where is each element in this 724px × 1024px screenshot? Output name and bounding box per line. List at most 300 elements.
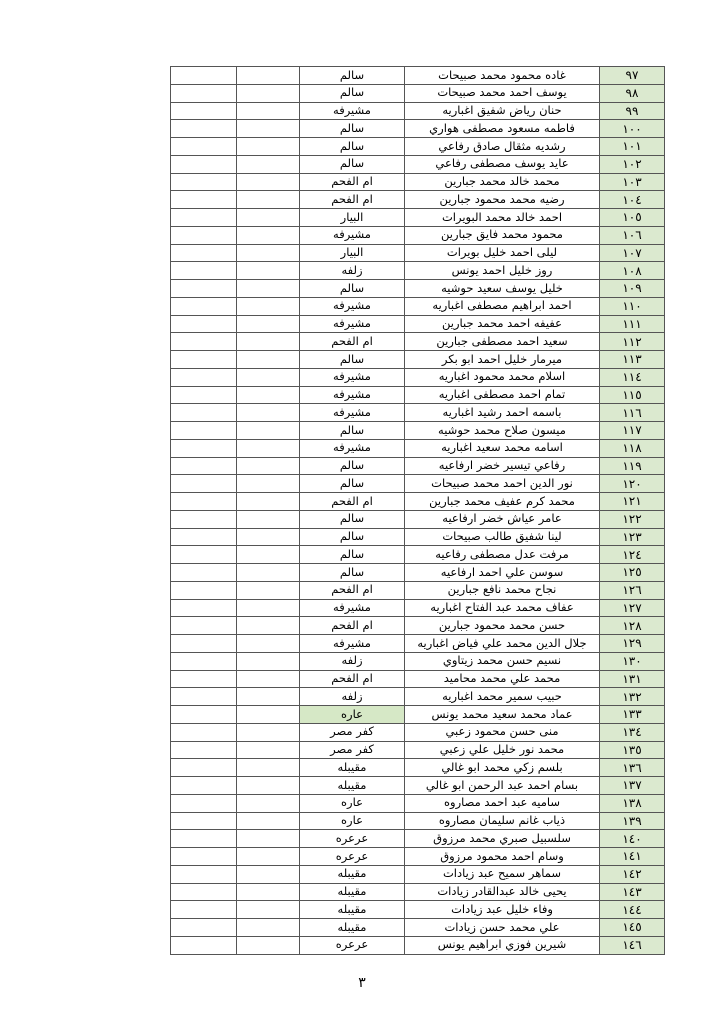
town-cell: سالم xyxy=(300,546,405,564)
number-cell: ١١٣ xyxy=(600,351,665,369)
town-cell: سالم xyxy=(300,67,405,85)
number-cell: ١٠١ xyxy=(600,138,665,156)
blank-cell xyxy=(237,617,300,635)
blank-cell xyxy=(171,209,237,227)
town-cell: زلفه xyxy=(300,688,405,706)
table-row xyxy=(171,883,665,901)
name-cell: حبيب سمير محمد اغباريه xyxy=(405,688,600,706)
town-cell: مشيرفه xyxy=(300,599,405,617)
table-row xyxy=(171,901,665,919)
town-cell: سالم xyxy=(300,422,405,440)
table-row xyxy=(171,386,665,404)
number-cell: ١٠٢ xyxy=(600,155,665,173)
blank-cell xyxy=(171,173,237,191)
name-cell: رشديه مثقال صادق رفاعي xyxy=(405,138,600,156)
table-row xyxy=(171,723,665,741)
table-row xyxy=(171,315,665,333)
name-cell: نجاح محمد نافع جبارين xyxy=(405,581,600,599)
blank-cell xyxy=(237,865,300,883)
blank-cell xyxy=(237,723,300,741)
blank-cell xyxy=(171,652,237,670)
blank-cell xyxy=(171,351,237,369)
blank-cell xyxy=(237,280,300,298)
blank-cell xyxy=(237,510,300,528)
name-cell: محمود محمد فايق جبارين xyxy=(405,226,600,244)
table-row xyxy=(171,84,665,102)
town-cell: زلفه xyxy=(300,262,405,280)
blank-cell xyxy=(171,120,237,138)
table-row xyxy=(171,173,665,191)
blank-cell xyxy=(237,794,300,812)
number-cell: ١٢٥ xyxy=(600,564,665,582)
blank-cell xyxy=(237,777,300,795)
table-row xyxy=(171,209,665,227)
blank-cell xyxy=(237,493,300,511)
number-cell: ١٣٥ xyxy=(600,741,665,759)
town-cell: ام الفحم xyxy=(300,581,405,599)
blank-cell xyxy=(171,84,237,102)
name-cell: احمد خالد محمد البويرات xyxy=(405,209,600,227)
blank-cell xyxy=(171,315,237,333)
number-cell: ١٠٠ xyxy=(600,120,665,138)
town-cell: عاره xyxy=(300,812,405,830)
number-cell: ١١٧ xyxy=(600,422,665,440)
number-cell: ٩٨ xyxy=(600,84,665,102)
name-cell: لينا شفيق طالب صبيحات xyxy=(405,528,600,546)
blank-cell xyxy=(171,635,237,653)
blank-cell xyxy=(171,493,237,511)
table-row xyxy=(171,280,665,298)
table-row xyxy=(171,670,665,688)
name-cell: ميرمار خليل احمد ابو بكر xyxy=(405,351,600,369)
name-cell: ذياب غانم سليمان مصاروه xyxy=(405,812,600,830)
number-cell: ١٣٦ xyxy=(600,759,665,777)
number-cell: ١٠٤ xyxy=(600,191,665,209)
blank-cell xyxy=(171,226,237,244)
town-cell: كفر مصر xyxy=(300,741,405,759)
town-cell: مقيبله xyxy=(300,919,405,937)
blank-cell xyxy=(237,759,300,777)
name-cell: محمد نور خليل علي زعبي xyxy=(405,741,600,759)
blank-cell xyxy=(171,155,237,173)
number-cell: ١٣٢ xyxy=(600,688,665,706)
table-row xyxy=(171,830,665,848)
town-cell: ام الفحم xyxy=(300,191,405,209)
name-cell: حسن محمد محمود جبارين xyxy=(405,617,600,635)
name-cell: سلسبيل صبري محمد مرزوق xyxy=(405,830,600,848)
blank-cell xyxy=(171,457,237,475)
table-row xyxy=(171,794,665,812)
blank-cell xyxy=(171,564,237,582)
table-row xyxy=(171,617,665,635)
table-row xyxy=(171,102,665,120)
blank-cell xyxy=(237,546,300,564)
table-row xyxy=(171,706,665,724)
town-cell: ام الفحم xyxy=(300,333,405,351)
table-row xyxy=(171,368,665,386)
table-row xyxy=(171,475,665,493)
town-cell: ام الفحم xyxy=(300,670,405,688)
town-cell: مقيبله xyxy=(300,759,405,777)
name-cell: عماد محمد سعيد محمد يونس xyxy=(405,706,600,724)
town-cell: عرعره xyxy=(300,936,405,954)
number-cell: ١٠٣ xyxy=(600,173,665,191)
blank-cell xyxy=(171,475,237,493)
name-cell: جلال الدين محمد علي فياض اغباريه xyxy=(405,635,600,653)
number-cell: ١١٦ xyxy=(600,404,665,422)
name-cell: روز خليل احمد يونس xyxy=(405,262,600,280)
blank-cell xyxy=(237,173,300,191)
town-cell: عرعره xyxy=(300,848,405,866)
table-row xyxy=(171,155,665,173)
name-cell: غاده محمود محمد صبيحات xyxy=(405,67,600,85)
town-cell: مشيرفه xyxy=(300,315,405,333)
blank-cell xyxy=(237,635,300,653)
town-cell: عرعره xyxy=(300,830,405,848)
blank-cell xyxy=(237,652,300,670)
table-row xyxy=(171,120,665,138)
blank-cell xyxy=(237,706,300,724)
town-cell: كفر مصر xyxy=(300,723,405,741)
blank-cell xyxy=(237,404,300,422)
town-cell: زلفه xyxy=(300,652,405,670)
blank-cell xyxy=(171,901,237,919)
town-cell: سالم xyxy=(300,120,405,138)
blank-cell xyxy=(237,528,300,546)
blank-cell xyxy=(237,848,300,866)
blank-cell xyxy=(171,244,237,262)
blank-cell xyxy=(237,315,300,333)
blank-cell xyxy=(237,688,300,706)
blank-cell xyxy=(171,333,237,351)
name-cell: عايد يوسف مصطفى رفاعي xyxy=(405,155,600,173)
name-cell: بسام احمد عبد الرحمن ابو غالي xyxy=(405,777,600,795)
table-row xyxy=(171,652,665,670)
blank-cell xyxy=(171,883,237,901)
town-cell: مقيبله xyxy=(300,883,405,901)
town-cell: سالم xyxy=(300,280,405,298)
blank-cell xyxy=(171,741,237,759)
number-cell: ١٤٢ xyxy=(600,865,665,883)
blank-cell xyxy=(237,120,300,138)
town-cell: مقيبله xyxy=(300,901,405,919)
table-row xyxy=(171,439,665,457)
name-cell: فاطمه مسعود مصطفى هواري xyxy=(405,120,600,138)
table-row xyxy=(171,528,665,546)
number-cell: ١٣٧ xyxy=(600,777,665,795)
blank-cell xyxy=(171,102,237,120)
number-cell: ١٢٢ xyxy=(600,510,665,528)
blank-cell xyxy=(171,688,237,706)
blank-cell xyxy=(237,564,300,582)
blank-cell xyxy=(171,936,237,954)
number-cell: ١٤٥ xyxy=(600,919,665,937)
blank-cell xyxy=(171,67,237,85)
town-cell: مشيرفه xyxy=(300,386,405,404)
blank-cell xyxy=(237,422,300,440)
number-cell: ١٢٩ xyxy=(600,635,665,653)
town-cell: مقيبله xyxy=(300,865,405,883)
blank-cell xyxy=(171,777,237,795)
blank-cell xyxy=(237,919,300,937)
table-row xyxy=(171,510,665,528)
name-cell: يحيى خالد عبدالقادر زيادات xyxy=(405,883,600,901)
blank-cell xyxy=(171,422,237,440)
name-cell: ليلى احمد خليل بويرات xyxy=(405,244,600,262)
town-cell: سالم xyxy=(300,457,405,475)
number-cell: ١٢٣ xyxy=(600,528,665,546)
blank-cell xyxy=(171,812,237,830)
table-row xyxy=(171,919,665,937)
blank-cell xyxy=(237,812,300,830)
blank-cell xyxy=(237,883,300,901)
table-row xyxy=(171,777,665,795)
name-cell: ميسون صلاح محمد حوشيه xyxy=(405,422,600,440)
names-table-body xyxy=(171,67,665,955)
blank-cell xyxy=(237,386,300,404)
name-cell: ساميه عبد احمد مصاروه xyxy=(405,794,600,812)
name-cell: تمام احمد مصطفى اغباريه xyxy=(405,386,600,404)
name-cell: سوسن علي احمد ارفاعيه xyxy=(405,564,600,582)
blank-cell xyxy=(171,617,237,635)
blank-cell xyxy=(171,830,237,848)
town-cell: سالم xyxy=(300,528,405,546)
blank-cell xyxy=(237,191,300,209)
blank-cell xyxy=(171,723,237,741)
town-cell: ام الفحم xyxy=(300,617,405,635)
blank-cell xyxy=(171,865,237,883)
table-row xyxy=(171,599,665,617)
table-row xyxy=(171,759,665,777)
table-row xyxy=(171,688,665,706)
table-row xyxy=(171,635,665,653)
table-row xyxy=(171,351,665,369)
name-cell: محمد كرم عفيف محمد جبارين xyxy=(405,493,600,511)
town-cell: عاره xyxy=(300,706,405,724)
number-cell: ١٢١ xyxy=(600,493,665,511)
blank-cell xyxy=(237,262,300,280)
blank-cell xyxy=(171,670,237,688)
name-cell: نور الدين احمد محمد صبيحات xyxy=(405,475,600,493)
blank-cell xyxy=(171,386,237,404)
number-cell: ١٠٥ xyxy=(600,209,665,227)
town-cell: ام الفحم xyxy=(300,493,405,511)
name-cell: بلسم زكي محمد ابو غالي xyxy=(405,759,600,777)
town-cell: مشيرفه xyxy=(300,635,405,653)
name-cell: عفيفه احمد محمد جبارين xyxy=(405,315,600,333)
number-cell: ٩٩ xyxy=(600,102,665,120)
table-row xyxy=(171,848,665,866)
blank-cell xyxy=(237,351,300,369)
blank-cell xyxy=(171,919,237,937)
name-cell: حنان رياض شفيق اغباريه xyxy=(405,102,600,120)
page-number: ٣ xyxy=(358,975,366,991)
name-cell: مرفت عدل مصطفى رفاعيه xyxy=(405,546,600,564)
number-cell: ١٣٣ xyxy=(600,706,665,724)
table-row xyxy=(171,812,665,830)
town-cell: البيار xyxy=(300,209,405,227)
number-cell: ١٢٧ xyxy=(600,599,665,617)
number-cell: ١١٥ xyxy=(600,386,665,404)
name-cell: عامر عياش خضر ارفاعيه xyxy=(405,510,600,528)
blank-cell xyxy=(171,297,237,315)
blank-cell xyxy=(237,599,300,617)
blank-cell xyxy=(171,706,237,724)
blank-cell xyxy=(237,581,300,599)
blank-cell xyxy=(171,368,237,386)
blank-cell xyxy=(237,244,300,262)
town-cell: مقيبله xyxy=(300,777,405,795)
blank-cell xyxy=(171,191,237,209)
blank-cell xyxy=(237,901,300,919)
table-row xyxy=(171,865,665,883)
table-row xyxy=(171,191,665,209)
number-cell: ١٠٧ xyxy=(600,244,665,262)
number-cell: ١١٩ xyxy=(600,457,665,475)
table-row xyxy=(171,244,665,262)
number-cell: ١٣٨ xyxy=(600,794,665,812)
blank-cell xyxy=(171,759,237,777)
blank-cell xyxy=(171,848,237,866)
blank-cell xyxy=(237,67,300,85)
name-cell: خليل يوسف سعيد حوشيه xyxy=(405,280,600,298)
town-cell: سالم xyxy=(300,138,405,156)
blank-cell xyxy=(237,209,300,227)
name-cell: باسمه احمد رشيد اغباريه xyxy=(405,404,600,422)
town-cell: مشيرفه xyxy=(300,297,405,315)
town-cell: مشيرفه xyxy=(300,368,405,386)
name-cell: اسامه محمد سعيد اغباريه xyxy=(405,439,600,457)
table-row xyxy=(171,67,665,85)
number-cell: ١٢٠ xyxy=(600,475,665,493)
name-cell: نسيم حسن محمد زيتاوي xyxy=(405,652,600,670)
blank-cell xyxy=(237,226,300,244)
town-cell: مشيرفه xyxy=(300,102,405,120)
table-row xyxy=(171,333,665,351)
number-cell: ١١٢ xyxy=(600,333,665,351)
number-cell: ١٣٩ xyxy=(600,812,665,830)
blank-cell xyxy=(237,138,300,156)
number-cell: ١١٨ xyxy=(600,439,665,457)
number-cell: ١٣٠ xyxy=(600,652,665,670)
name-cell: رضيه محمد محمود جبارين xyxy=(405,191,600,209)
town-cell: سالم xyxy=(300,351,405,369)
number-cell: ١٤٠ xyxy=(600,830,665,848)
name-cell: يوسف احمد محمد صبيحات xyxy=(405,84,600,102)
name-cell: عفاف محمد عبد الفتاح اغباريه xyxy=(405,599,600,617)
town-cell: سالم xyxy=(300,84,405,102)
blank-cell xyxy=(171,262,237,280)
blank-cell xyxy=(237,102,300,120)
table-row xyxy=(171,404,665,422)
number-cell: ١٢٤ xyxy=(600,546,665,564)
blank-cell xyxy=(237,741,300,759)
number-cell: ١١١ xyxy=(600,315,665,333)
town-cell: مشيرفه xyxy=(300,404,405,422)
name-cell: علي محمد حسن زيادات xyxy=(405,919,600,937)
blank-cell xyxy=(171,510,237,528)
number-cell: ١٠٦ xyxy=(600,226,665,244)
town-cell: ام الفحم xyxy=(300,173,405,191)
name-cell: سعيد احمد مصطفى جبارين xyxy=(405,333,600,351)
number-cell: ١١٤ xyxy=(600,368,665,386)
name-cell: شيرين فوزي ابراهيم يونس xyxy=(405,936,600,954)
blank-cell xyxy=(237,297,300,315)
blank-cell xyxy=(237,457,300,475)
town-cell: سالم xyxy=(300,475,405,493)
names-table xyxy=(170,66,665,955)
number-cell: ١٤٤ xyxy=(600,901,665,919)
table-row xyxy=(171,262,665,280)
blank-cell xyxy=(171,581,237,599)
name-cell: محمد علي محمد محاميد xyxy=(405,670,600,688)
table-row xyxy=(171,564,665,582)
table-row xyxy=(171,138,665,156)
blank-cell xyxy=(237,368,300,386)
blank-cell xyxy=(171,546,237,564)
number-cell: ١١٠ xyxy=(600,297,665,315)
table-row xyxy=(171,493,665,511)
blank-cell xyxy=(171,439,237,457)
blank-cell xyxy=(171,599,237,617)
blank-cell xyxy=(237,936,300,954)
name-cell: اسلام محمد محمود اغباريه xyxy=(405,368,600,386)
town-cell: البيار xyxy=(300,244,405,262)
blank-cell xyxy=(171,138,237,156)
town-cell: مشيرفه xyxy=(300,439,405,457)
name-cell: منى حسن محمود زعبي xyxy=(405,723,600,741)
number-cell: ١٠٩ xyxy=(600,280,665,298)
number-cell: ١٠٨ xyxy=(600,262,665,280)
name-cell: احمد ابراهيم مصطفى اغباريه xyxy=(405,297,600,315)
blank-cell xyxy=(237,830,300,848)
number-cell: ١٤١ xyxy=(600,848,665,866)
town-cell: مشيرفه xyxy=(300,226,405,244)
name-cell: وفاء خليل عبد زيادات xyxy=(405,901,600,919)
blank-cell xyxy=(171,528,237,546)
number-cell: ٩٧ xyxy=(600,67,665,85)
blank-cell xyxy=(237,155,300,173)
table-row xyxy=(171,422,665,440)
number-cell: ١٣٤ xyxy=(600,723,665,741)
name-cell: رفاعي تيسير خضر ارفاعيه xyxy=(405,457,600,475)
number-cell: ١٤٦ xyxy=(600,936,665,954)
blank-cell xyxy=(237,475,300,493)
number-cell: ١٤٣ xyxy=(600,883,665,901)
blank-cell xyxy=(237,439,300,457)
table-row xyxy=(171,546,665,564)
town-cell: سالم xyxy=(300,510,405,528)
table-row xyxy=(171,581,665,599)
name-cell: سماهر سميح عبد زيادات xyxy=(405,865,600,883)
blank-cell xyxy=(171,280,237,298)
table-row xyxy=(171,741,665,759)
table-row xyxy=(171,297,665,315)
town-cell: سالم xyxy=(300,155,405,173)
blank-cell xyxy=(171,794,237,812)
town-cell: سالم xyxy=(300,564,405,582)
table-row xyxy=(171,226,665,244)
number-cell: ١٢٨ xyxy=(600,617,665,635)
blank-cell xyxy=(237,333,300,351)
name-cell: محمد خالد محمد جبارين xyxy=(405,173,600,191)
blank-cell xyxy=(237,84,300,102)
blank-cell xyxy=(171,404,237,422)
blank-cell xyxy=(237,670,300,688)
name-cell: وسام احمد محمود مرزوق xyxy=(405,848,600,866)
town-cell: عاره xyxy=(300,794,405,812)
number-cell: ١٢٦ xyxy=(600,581,665,599)
